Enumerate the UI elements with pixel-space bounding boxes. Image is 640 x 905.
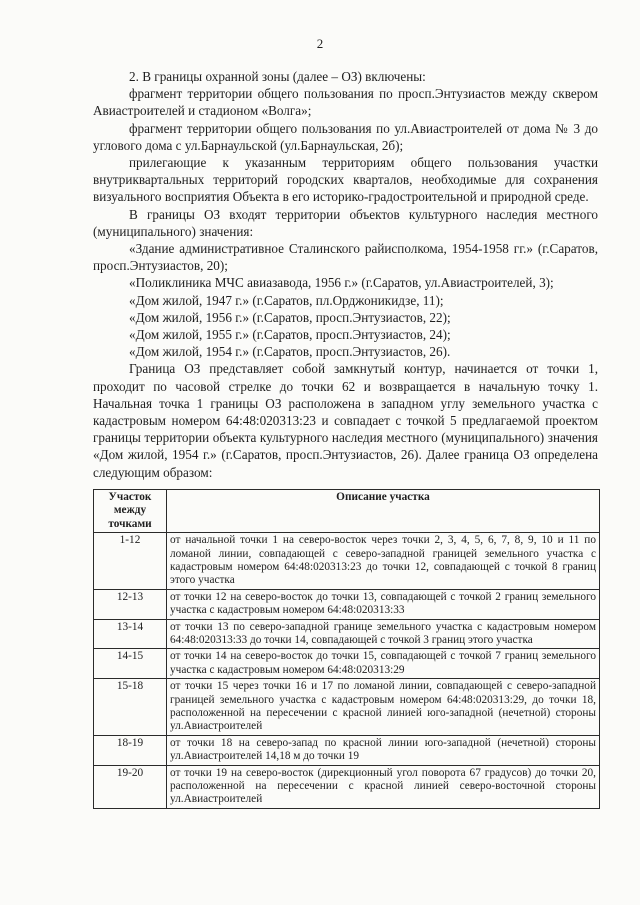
table-row [94,735,600,765]
header-segment: Участок между точками [94,489,167,532]
segment-cell: 12-13 [94,589,167,619]
heritage-item: «Здание административное Сталинского райисполкома, 1954-1958 гг.» (г.Саратов, просп.Энтузиастов, 20); [93,241,598,274]
heritage-item: «Дом жилой, 1947 г.» (г.Саратов, пл.Орджоникидзе, 11); [129,292,444,308]
table-row [94,649,600,679]
boundary-table [93,489,600,809]
table-row [94,533,600,590]
document-body [93,68,598,809]
table-row [94,679,600,736]
paragraph-fragment-aviastroitelei: фрагмент территории общего пользования по ул.Авиастроителей от дома № 3 до углового дома с ул.Барнаульской (ул.Барнаульская, 2б); [93,120,598,153]
description-cell: от начальной точки 1 на северо-восток через точки 2, 3, 4, 5, 6, 7, 8, 9, 10 и 11 по ломаной линии, совпадающей с северо-западной границей земельного участка с кадастровым номером 64:48:020313:23 до точки 12, совпадающей с точкой 8 границ этого участка [167,533,600,590]
segment-cell: 15-18 [94,679,167,736]
page-number: 2 [316,36,324,51]
heritage-item: «Дом жилой, 1956 г.» (г.Саратов, просп.Энтузиастов, 22); [129,309,451,325]
table-row [94,619,600,649]
paragraph-boundary-description: Граница ОЗ представляет собой замкнутый контур, начинается от точки 1, проходит по часовой стрелке до точки 62 и возвращается в начальную точку 1. Начальная точка 1 границы ОЗ расположена в западном углу земельного участка с кадастровым номером 64:48:020313:23 и совпадает с точкой 5 предлагаемой проектом границы территории объекта культурного наследия местного (муниципального) значения «Дом жилой, 1954 г.» (г.Саратов, просп.Энтузиастов, 26). Далее граница ОЗ определена следующим образом: [93,361,598,480]
description-cell: от точки 13 по северо-западной границе земельного участка с кадастровым номером 64:48:020313:33 до точки 14, совпадающей с точкой 3 границ этого участка [167,619,600,649]
header-description: Описание участка [167,489,600,532]
paragraph-adjacent-areas: прилегающие к указанным территориям общего пользования участки внутриквартальных территорий городских кварталов, необходимые для сохранения визуального восприятия Объекта в его историко-градостроительной и природной среде. [93,155,598,205]
table-row [94,589,600,619]
description-cell: от точки 18 на северо-запад по красной линии юго-западной (нечетной) стороны ул.Авиастроителей 14,18 м до точки 19 [167,735,600,765]
paragraph-fragment-entuziastov: фрагмент территории общего пользования по просп.Энтузиастов между сквером Авиастроителей и стадионом «Волга»; [93,86,598,119]
paragraph-oz-intro: 2. В границы охранной зоны (далее – ОЗ) включены: [129,69,426,84]
segment-cell: 18-19 [94,735,167,765]
description-cell: от точки 15 через точки 16 и 17 по ломаной линии, совпадающей с северо-западной границей земельного участка с кадастровым номером 64:48:020313:29, до точки 18, расположенной на пересечении с красной линией юго-западной (нечетной) стороны ул.Авиастроителей [167,679,600,736]
segment-cell: 13-14 [94,619,167,649]
table-header-row [94,489,600,532]
description-cell: от точки 19 на северо-восток (дирекционный угол поворота 67 градусов) до точки 20, расположенной на пересечении с красной линией северо-восточной стороны ул.Авиастроителей [167,765,600,808]
heritage-item: «Дом жилой, 1955 г.» (г.Саратов, просп.Энтузиастов, 24); [129,327,451,343]
description-cell: от точки 14 на северо-восток до точки 15, совпадающей с точкой 7 границ земельного участка с кадастровым номером 64:48:020313:29 [167,649,600,679]
table-row [94,765,600,808]
segment-cell: 1-12 [94,533,167,590]
description-cell: от точки 12 на северо-восток до точки 13, совпадающей с точкой 2 границ земельного участка с кадастровым номером 64:48:020313:33 [167,589,600,619]
heritage-item: «Дом жилой, 1954 г.» (г.Саратов, просп.Энтузиастов, 26). [129,344,451,360]
heritage-item: «Поликлиника МЧС авиазавода, 1956 г.» (г.Саратов, ул.Авиастроителей, 3); [129,275,554,291]
segment-cell: 19-20 [94,765,167,808]
paragraph-heritage-intro: В границы ОЗ входят территории объектов культурного наследия местного (муниципального) значения: [93,206,598,239]
segment-cell: 14-15 [94,649,167,679]
